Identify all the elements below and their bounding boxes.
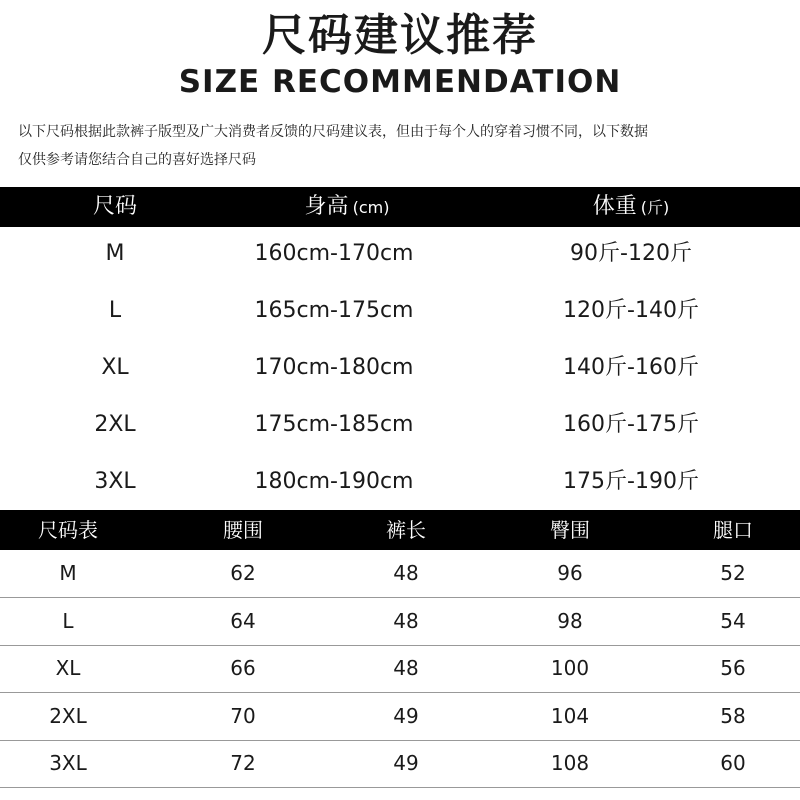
- cell-hip: 98: [557, 608, 583, 633]
- cell-size: 2XL: [49, 703, 87, 728]
- size-note: [18, 118, 788, 174]
- note-line-1: 以下尺码根据此款裤子版型及广大消费者反馈的尺码建议表，但由于每个人的穿着习惯不同，以下数据: [18, 124, 648, 140]
- cell-waist: 72: [230, 751, 256, 776]
- cell-weight-range: 90斤-120斤: [570, 241, 692, 266]
- header-size: [93, 187, 137, 227]
- cell-size: M: [105, 241, 125, 266]
- recommendation-row: [0, 284, 800, 341]
- cell-waist: 64: [230, 608, 256, 633]
- measurement-row: [0, 598, 800, 646]
- header-length: 裤长: [386, 518, 426, 542]
- recommendation-row: [0, 455, 800, 512]
- header-weight-unit: (斤): [640, 198, 670, 217]
- page-subtitle: SIZE RECOMMENDATION: [178, 64, 622, 100]
- header-size-label: 尺码: [92, 194, 138, 219]
- cell-hip: 108: [550, 751, 590, 776]
- cell-leg-opening: 54: [720, 608, 746, 633]
- cell-size: XL: [101, 355, 129, 380]
- recommendation-row: [0, 341, 800, 398]
- cell-height-range: 160cm-170cm: [254, 241, 414, 266]
- header-size-chart: 尺码表: [38, 518, 98, 542]
- recommendation-row: [0, 227, 800, 284]
- measurement-row: [0, 693, 800, 741]
- cell-weight-range: 175斤-190斤: [563, 469, 699, 494]
- header-hip: 臀围: [550, 518, 590, 542]
- cell-size: 3XL: [49, 751, 87, 776]
- cell-waist: 66: [230, 656, 256, 681]
- cell-size: L: [108, 298, 122, 323]
- cell-leg-opening: 56: [720, 656, 746, 681]
- cell-size: 2XL: [94, 412, 136, 437]
- cell-height-range: 165cm-175cm: [254, 298, 414, 323]
- measurement-row: [0, 740, 800, 788]
- cell-length: 48: [393, 608, 419, 633]
- cell-waist: 62: [230, 561, 256, 585]
- measurement-table-header: [0, 510, 800, 550]
- cell-height-range: 170cm-180cm: [254, 355, 414, 380]
- cell-hip: 100: [550, 656, 590, 681]
- cell-size: XL: [55, 656, 81, 681]
- header-waist: 腰围: [223, 518, 263, 542]
- cell-length: 48: [393, 656, 419, 681]
- measurement-row: [0, 550, 800, 598]
- recommendation-row: [0, 398, 800, 455]
- cell-hip: 104: [550, 703, 590, 728]
- cell-length: 48: [393, 561, 419, 585]
- measurement-row: [0, 645, 800, 693]
- cell-hip: 96: [557, 561, 583, 585]
- cell-size: 3XL: [94, 469, 136, 494]
- cell-size: L: [62, 608, 74, 633]
- header-height-label: 身高: [304, 194, 349, 219]
- cell-length: 49: [393, 751, 419, 776]
- recommendation-table-header: [0, 187, 800, 227]
- cell-height-range: 180cm-190cm: [254, 469, 414, 494]
- cell-leg-opening: 60: [720, 751, 746, 776]
- cell-height-range: 175cm-185cm: [254, 412, 414, 437]
- header-height: [305, 187, 390, 228]
- header-height-unit: (cm): [352, 198, 390, 217]
- header-weight: [593, 187, 670, 228]
- header-weight-label: 体重: [592, 194, 637, 219]
- cell-weight-range: 120斤-140斤: [563, 298, 699, 323]
- note-line-2: 仅供参考请您结合自己的喜好选择尺码: [18, 152, 256, 168]
- cell-length: 49: [393, 703, 419, 728]
- cell-weight-range: 140斤-160斤: [563, 355, 699, 380]
- cell-waist: 70: [230, 703, 256, 728]
- cell-leg-opening: 58: [720, 703, 746, 728]
- cell-size: M: [59, 561, 77, 585]
- cell-weight-range: 160斤-175斤: [563, 412, 699, 437]
- header-leg-opening: 腿口: [713, 518, 753, 542]
- cell-leg-opening: 52: [720, 561, 746, 585]
- page-title: 尺码建议推荐: [262, 10, 538, 61]
